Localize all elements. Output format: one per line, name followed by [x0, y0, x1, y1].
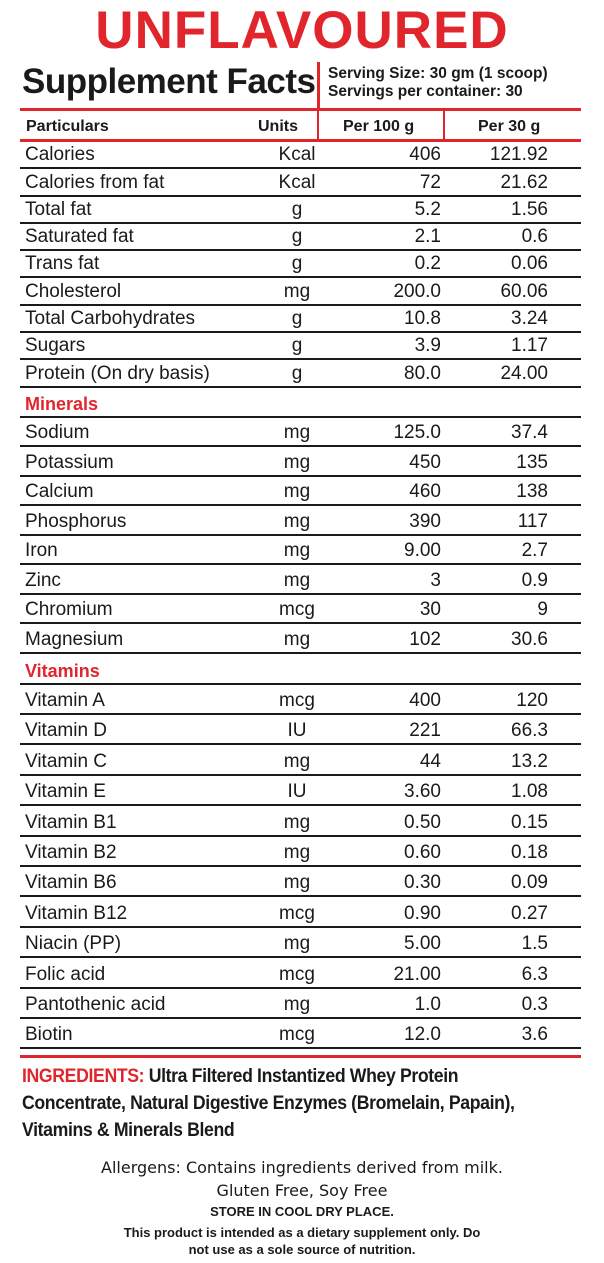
col-divider: [443, 110, 445, 140]
cell-name: Chromium: [25, 599, 113, 621]
cell-p30: 30.6: [511, 628, 548, 650]
cell-p100: 460: [409, 481, 441, 503]
servings-per-container: Servings per container: 30: [328, 83, 523, 100]
cell-name: Folic acid: [25, 963, 106, 985]
disclaimer-line-1: This product is intended as a dietary supplement only. Do: [123, 1225, 481, 1240]
cell-p100: 450: [409, 451, 441, 473]
section-minerals-label: Minerals: [25, 393, 99, 414]
cell-unit: mg: [283, 280, 311, 302]
cell-unit: mg: [283, 628, 311, 650]
cell-p30: 0.6: [521, 226, 548, 248]
table-row: [20, 279, 581, 306]
cell-name: Saturated fat: [25, 226, 134, 248]
cell-p30: 13.2: [511, 750, 548, 772]
table-row: [20, 360, 581, 387]
section-vitamins-label: Vitamins: [25, 660, 100, 681]
cell-name: Vitamin D: [25, 720, 108, 742]
table-row: [20, 506, 581, 536]
table-row: [20, 715, 581, 745]
table-row: [20, 928, 581, 958]
cell-unit: mcg: [279, 599, 315, 621]
table-row: [20, 565, 581, 595]
table-row: [20, 898, 581, 928]
table-row: [20, 536, 581, 566]
row-divider: [20, 1047, 581, 1049]
cell-name: Vitamin B12: [25, 902, 128, 924]
col-header-per100: Per 100 g: [343, 118, 415, 135]
divider-bottom: [20, 1055, 581, 1058]
table-row: [20, 224, 581, 251]
table-row: [20, 595, 581, 625]
ingredients-text: Ultra Filtered Instantized Whey Protein Concentrate, Natural Digestive Enzymes (Bromelain, Papain), Vitamins & Minerals Blend: [22, 1066, 515, 1141]
cell-p30: 1.08: [511, 781, 548, 803]
cell-p100: 200.0: [393, 280, 441, 302]
cell-p30: 60.06: [500, 280, 548, 302]
table-row: [20, 776, 581, 806]
cell-name: Phosphorus: [25, 510, 127, 532]
table-row: [20, 867, 581, 897]
cell-unit: mg: [283, 569, 311, 591]
cell-unit: g: [291, 335, 303, 357]
cell-name: Iron: [25, 540, 58, 562]
cell-unit: IU: [287, 720, 307, 742]
cell-p30: 0.9: [521, 569, 548, 591]
cell-p100: 80.0: [404, 362, 441, 384]
cell-unit: mcg: [279, 963, 315, 985]
cell-unit: mg: [283, 510, 311, 532]
cell-unit: mg: [283, 842, 311, 864]
cell-p30: 0.06: [511, 253, 548, 275]
cell-p30: 0.3: [521, 994, 548, 1016]
cell-p100: 0.60: [404, 842, 441, 864]
cell-unit: g: [291, 198, 303, 220]
cell-p100: 221: [409, 720, 441, 742]
cell-p100: 406: [409, 144, 441, 166]
cell-name: Total Carbohydrates: [25, 308, 196, 330]
cell-p100: 0.2: [414, 253, 441, 275]
cell-p100: 0.90: [404, 902, 441, 924]
cell-unit: mg: [283, 481, 311, 503]
serving-size: Serving Size: 30 gm (1 scoop): [328, 65, 548, 82]
serving-info: [328, 65, 548, 101]
cell-p30: 37.4: [511, 422, 548, 444]
col-header-particulars: Particulars: [26, 118, 109, 135]
cell-p100: 21.00: [393, 963, 441, 985]
facts-heading: Supplement Facts: [22, 62, 316, 101]
cell-unit: g: [291, 226, 303, 248]
cell-name: Vitamin C: [25, 750, 108, 772]
col-divider: [317, 110, 319, 140]
cell-unit: g: [291, 253, 303, 275]
col-header-units: Units: [258, 118, 298, 135]
table-row: [20, 958, 581, 988]
cell-unit: mg: [283, 750, 311, 772]
cell-name: Calories from fat: [25, 171, 165, 193]
ingredients: [22, 1063, 552, 1144]
cell-unit: Kcal: [278, 144, 316, 166]
cell-p100: 12.0: [404, 1024, 441, 1046]
cell-p100: 102: [409, 628, 441, 650]
ingredients-label: INGREDIENTS:: [22, 1066, 145, 1087]
table-row: [20, 989, 581, 1019]
cell-p30: 0.18: [511, 842, 548, 864]
cell-unit: mg: [283, 872, 311, 894]
table-row: [20, 685, 581, 715]
cell-p30: 0.15: [511, 811, 548, 833]
cell-name: Sugars: [25, 335, 86, 357]
cell-p100: 2.1: [414, 226, 441, 248]
storage-note: STORE IN COOL DRY PLACE.: [210, 1204, 394, 1219]
cell-p100: 3.9: [414, 335, 441, 357]
cell-name: Calories: [25, 144, 95, 166]
cell-name: Vitamin A: [25, 690, 105, 712]
cell-name: Vitamin B6: [25, 872, 117, 894]
cell-p100: 44: [419, 750, 441, 772]
table-row: [20, 333, 581, 360]
cell-name: Potassium: [25, 451, 114, 473]
cell-unit: mg: [283, 933, 311, 955]
cell-name: Magnesium: [25, 628, 124, 650]
cell-p100: 72: [419, 171, 441, 193]
cell-p30: 6.3: [521, 963, 548, 985]
cell-unit: g: [291, 308, 303, 330]
table-row: [20, 746, 581, 776]
cell-p30: 1.17: [511, 335, 548, 357]
section-vitamins: [20, 654, 581, 685]
cell-name: Protein (On dry basis): [25, 362, 210, 384]
cell-p100: 5.2: [414, 198, 441, 220]
table-row: [20, 169, 581, 196]
cell-name: Pantothenic acid: [25, 994, 166, 1016]
table-row: [20, 197, 581, 224]
table-row: [20, 806, 581, 836]
divider-top: [20, 108, 581, 111]
cell-unit: mg: [283, 811, 311, 833]
product-title: UNFLAVOURED: [95, 1, 509, 60]
cell-p30: 66.3: [511, 720, 548, 742]
cell-p100: 400: [409, 690, 441, 712]
cell-p100: 125.0: [393, 422, 441, 444]
cell-name: Sodium: [25, 422, 90, 444]
section-minerals: [20, 388, 581, 418]
cell-name: Vitamin E: [25, 781, 106, 803]
cell-p100: 3.60: [404, 781, 441, 803]
table-row: [20, 477, 581, 507]
cell-p100: 10.8: [404, 308, 441, 330]
cell-unit: mcg: [279, 690, 315, 712]
table-row: [20, 418, 581, 448]
cell-unit: mg: [283, 540, 311, 562]
cell-p30: 24.00: [500, 362, 548, 384]
cell-name: Vitamin B2: [25, 842, 117, 864]
allergen-note: Allergens: Contains ingredients derived from milk.: [101, 1158, 503, 1177]
cell-p30: 138: [516, 481, 548, 503]
cell-p30: 1.5: [521, 933, 548, 955]
cell-p100: 390: [409, 510, 441, 532]
table-row: [20, 1019, 581, 1049]
cell-p30: 120: [516, 690, 548, 712]
cell-unit: mg: [283, 994, 311, 1016]
cell-unit: Kcal: [278, 171, 316, 193]
cell-p100: 5.00: [404, 933, 441, 955]
cell-p30: 3.6: [521, 1024, 548, 1046]
cell-p30: 1.56: [511, 198, 548, 220]
cell-unit: mg: [283, 451, 311, 473]
cell-p30: 3.24: [511, 308, 548, 330]
cell-p100: 9.00: [404, 540, 441, 562]
header-divider: [317, 62, 320, 108]
cell-name: Total fat: [25, 198, 92, 220]
table-row: [20, 306, 581, 333]
cell-name: Zinc: [25, 569, 61, 591]
cell-p30: 9: [537, 599, 548, 621]
table-row: [20, 624, 581, 654]
cell-p30: 121.92: [489, 144, 548, 166]
free-from-note: Gluten Free, Soy Free: [216, 1181, 388, 1200]
cell-unit: mg: [283, 422, 311, 444]
disclaimer-line-2: not use as a sole source of nutrition.: [188, 1242, 416, 1257]
cell-p30: 2.7: [521, 540, 548, 562]
cell-p100: 3: [430, 569, 441, 591]
table-row: [20, 837, 581, 867]
cell-p100: 0.30: [404, 872, 441, 894]
cell-unit: IU: [287, 781, 307, 803]
cell-p30: 0.09: [511, 872, 548, 894]
cell-p100: 0.50: [404, 811, 441, 833]
cell-p30: 21.62: [500, 171, 548, 193]
cell-name: Cholesterol: [25, 280, 122, 302]
cell-name: Calcium: [25, 481, 94, 503]
cell-p30: 0.27: [511, 902, 548, 924]
cell-name: Niacin (PP): [25, 933, 122, 955]
table-row: [20, 142, 581, 169]
cell-p30: 135: [516, 451, 548, 473]
table-row: [20, 447, 581, 477]
table-row: [20, 251, 581, 278]
cell-unit: g: [291, 362, 303, 384]
cell-name: Trans fat: [25, 253, 100, 275]
cell-name: Vitamin B1: [25, 811, 117, 833]
cell-p100: 30: [419, 599, 441, 621]
cell-unit: mcg: [279, 902, 315, 924]
cell-p100: 1.0: [414, 994, 441, 1016]
cell-name: Biotin: [25, 1024, 73, 1046]
cell-unit: mcg: [279, 1024, 315, 1046]
col-header-per30: Per 30 g: [478, 118, 541, 135]
cell-p30: 117: [517, 510, 548, 532]
